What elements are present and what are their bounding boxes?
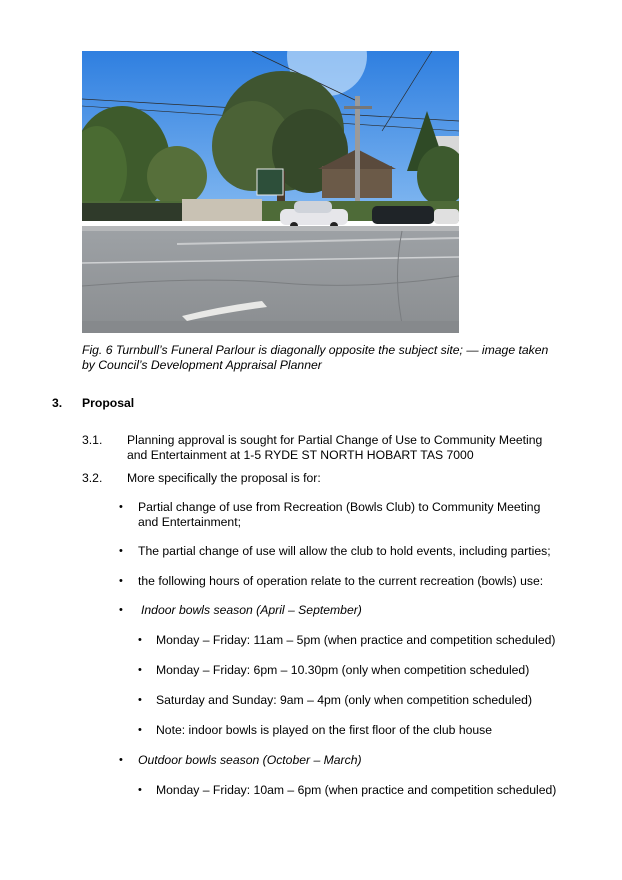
paragraph-number: 3.2. xyxy=(82,471,103,485)
bullet-text xyxy=(138,500,578,530)
figure-caption-line: Fig. 6 Turnbull’s Funeral Parlour is diagonally opposite the subject site; — image taken xyxy=(82,343,549,357)
street-photo-illustration xyxy=(82,51,459,333)
bullet-text: The partial change of use will allow the club to hold events, including parties; xyxy=(138,544,551,558)
bullet-icon: • xyxy=(119,575,123,587)
bullet-line: and Entertainment; xyxy=(138,515,241,529)
street-photo xyxy=(82,51,459,333)
bullet-icon: • xyxy=(138,724,142,736)
bullet-line: Partial change of use from Recreation (Bowls Club) to Community Meeting xyxy=(138,500,541,514)
bullet-icon: • xyxy=(138,784,142,796)
paragraph-text: More specifically the proposal is for: xyxy=(127,471,321,485)
bullet-text: Monday – Friday: 6pm – 10.30pm (only when competition scheduled) xyxy=(156,663,530,677)
bullet-icon: • xyxy=(119,501,123,513)
bullet-text: the following hours of operation relate to the current recreation (bowls) use: xyxy=(138,574,544,588)
bullet-icon: • xyxy=(119,545,123,557)
section-title: Proposal xyxy=(82,396,135,410)
bullet-text: Monday – Friday: 11am – 5pm (when practice and competition scheduled) xyxy=(156,633,556,647)
paragraph-line: and Entertainment at 1-5 RYDE ST NORTH HOBART TAS 7000 xyxy=(127,448,474,462)
bullet-text: Note: indoor bowls is played on the first floor of the club house xyxy=(156,723,493,737)
bullet-icon: • xyxy=(138,634,142,646)
paragraph-number: 3.1. xyxy=(82,433,103,447)
bullet-text: Outdoor bowls season (October – March) xyxy=(138,753,362,767)
bullet-icon: • xyxy=(119,754,123,766)
bullet-icon: • xyxy=(119,604,123,616)
bullet-icon: • xyxy=(138,694,142,706)
paragraph-line: Planning approval is sought for Partial Change of Use to Community Meeting xyxy=(127,433,543,447)
figure-caption xyxy=(82,343,582,373)
bullet-text: Monday – Friday: 10am – 6pm (when practice and competition scheduled) xyxy=(156,783,557,797)
bullet-icon: • xyxy=(138,664,142,676)
bullet-text: Indoor bowls season (April – September) xyxy=(141,603,362,617)
section-number: 3. xyxy=(52,396,63,410)
figure-caption-line: by Council’s Development Appraisal Planner xyxy=(82,358,322,372)
bullet-text: Saturday and Sunday: 9am – 4pm (only when competition scheduled) xyxy=(156,693,533,707)
paragraph-text xyxy=(127,433,577,463)
